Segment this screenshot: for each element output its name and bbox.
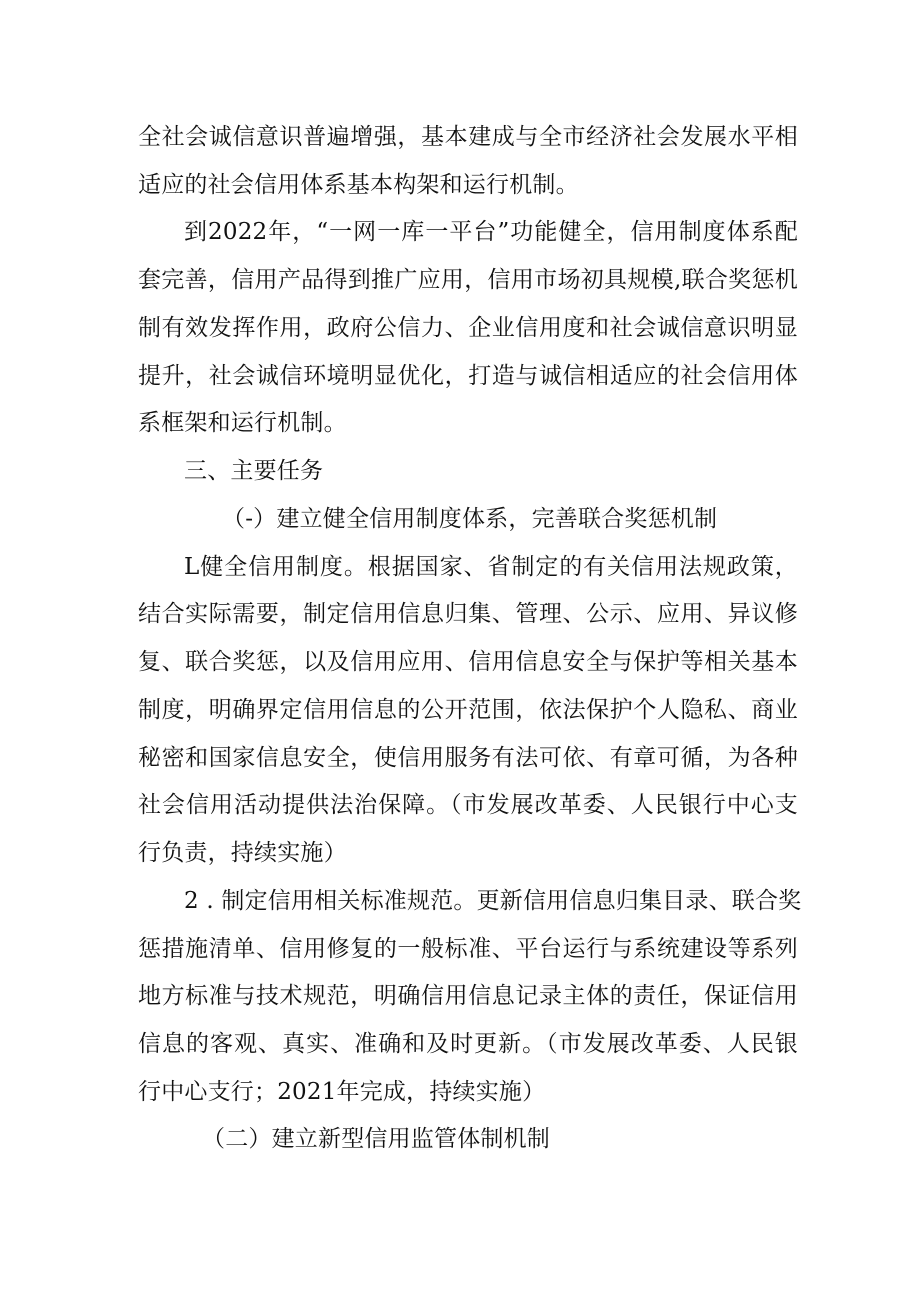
paragraph-line: 提升，社会诚信环境明显优化，打造与诚信相适应的社会信用体 (138, 363, 798, 389)
paragraph-line: 制度，明确界定信用信息的公开范围，依法保护个人隐私、商业 (138, 697, 798, 723)
paragraph-line: 社会信用活动提供法治保障。（市发展改革委、人民银行中心支 (138, 792, 798, 818)
paragraph-line: 行中心支行；2021年完成，持续实施） (138, 1079, 546, 1105)
paragraph-line: 结合实际需要，制定信用信息归集、管理、公示、应用、异议修 (138, 601, 798, 627)
paragraph-line: 秘密和国家信息安全，使信用服务有法可依、有章可循，为各种 (138, 745, 798, 771)
paragraph-line: L健全信用制度。根据国家、省制定的有关信用法规政策， (184, 554, 798, 580)
paragraph-line: 制有效发挥作用，政府公信力、企业信用度和社会诚信意识明显 (138, 315, 798, 341)
paragraph-line: 适应的社会信用体系基本构架和运行机制。 (138, 172, 579, 198)
paragraph-line: 套完善，信用产品得到推广应用，信用市场初具规模,联合奖惩机 (138, 267, 798, 293)
paragraph-line: 系框架和运行机制。 (138, 410, 347, 436)
paragraph-line: 复、联合奖惩，以及信用应用、信用信息安全与保护等相关基本 (138, 649, 798, 675)
paragraph-line: 行负责，持续实施） (138, 840, 347, 866)
paragraph-line: 地方标准与技术规范，明确信用信息记录主体的责任，保证信用 (138, 983, 798, 1009)
subsection-heading: （-）建立健全信用制度体系，完善联合奖惩机制 (222, 506, 718, 532)
paragraph-line: 全社会诚信意识普遍增强，基本建成与全市经济社会发展水平相 (138, 124, 798, 150)
paragraph-line: 惩措施清单、信用修复的一般标准、平台运行与系统建设等系列 (138, 936, 798, 962)
subsection-heading: （二）建立新型信用监管体制机制 (202, 1126, 550, 1152)
section-heading: 三、主要任务 (184, 458, 324, 484)
paragraph-line: 到2022年，“一网一库一平台”功能健全，信用制度体系配 (184, 219, 798, 245)
paragraph-line: 信息的客观、真实、准确和及时更新。（市发展改革委、人民银 (138, 1031, 798, 1057)
paragraph-line: 2 . 制定信用相关标准规范。更新信用信息归集目录、联合奖 (184, 888, 802, 914)
